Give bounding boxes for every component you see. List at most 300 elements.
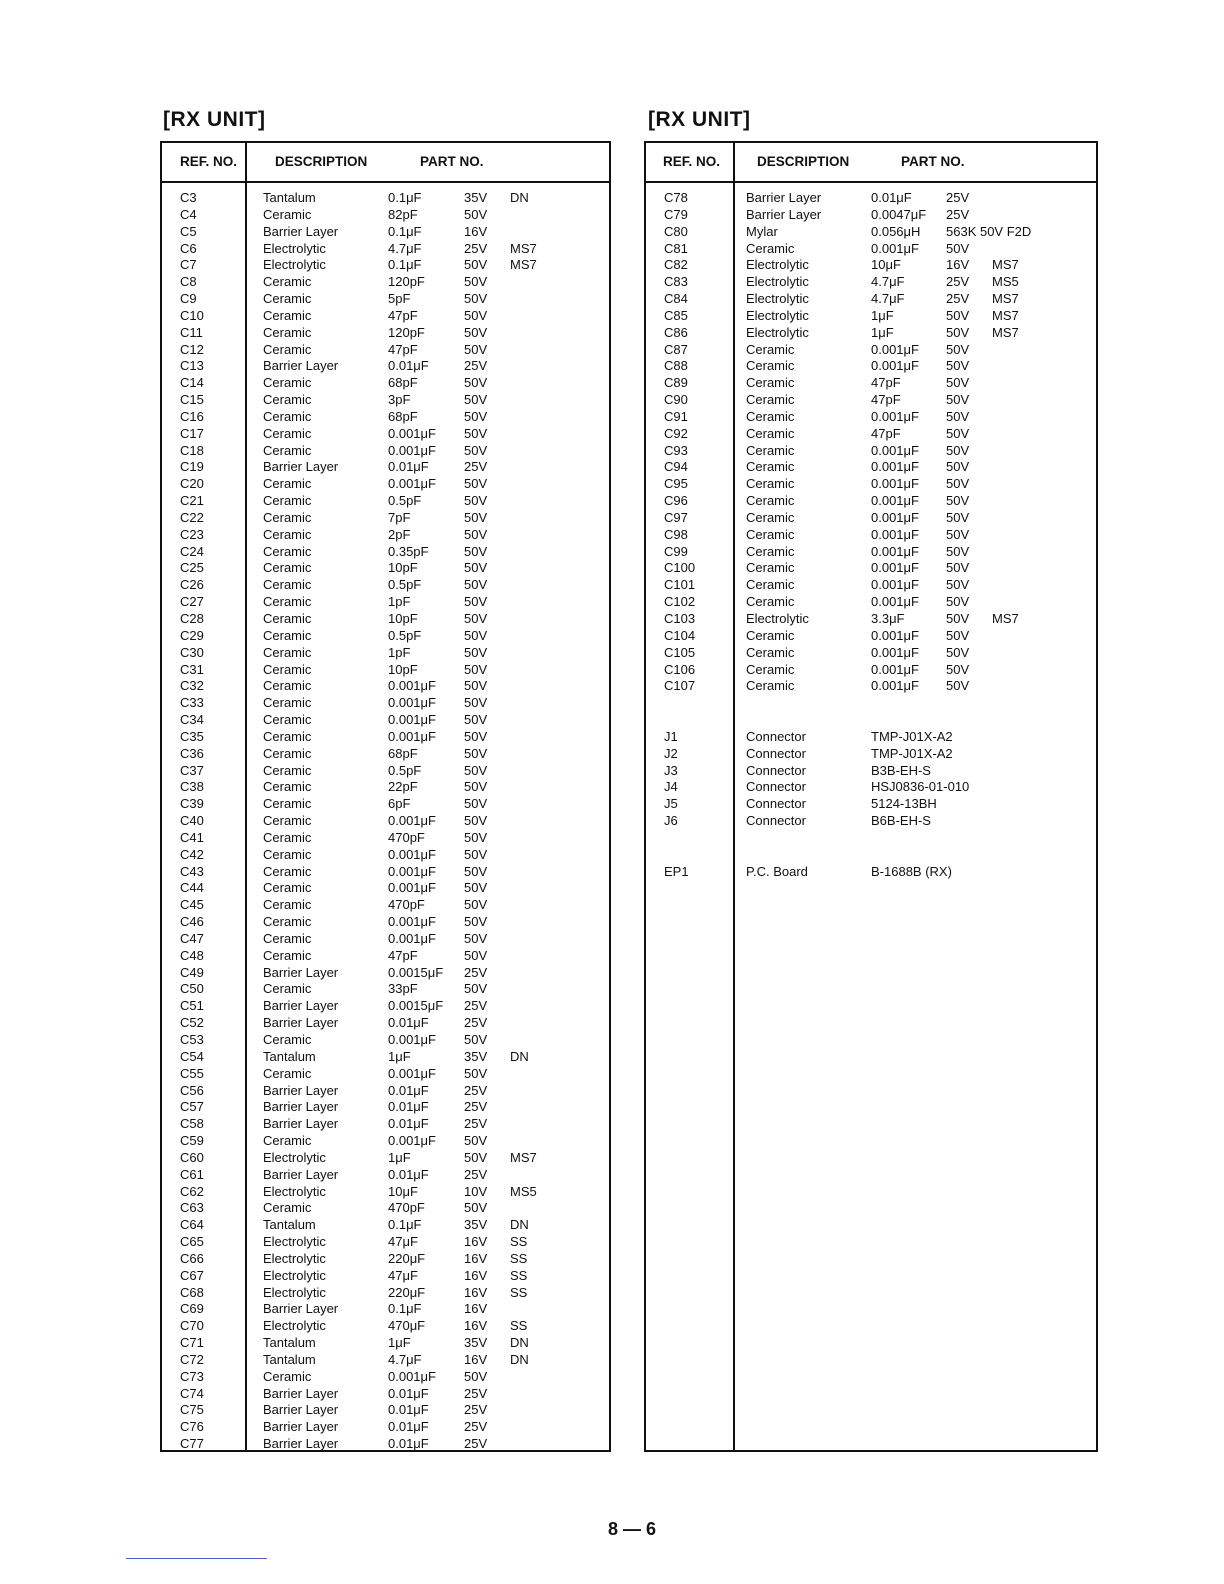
cell-ref-no: C59 [180, 1133, 204, 1149]
cell-rating: 25V [464, 1419, 488, 1435]
cell-ref-no: C90 [664, 392, 688, 408]
cell-description: Ceramic [746, 240, 795, 256]
cell-ref-no: C10 [180, 307, 204, 323]
cell-description: Connector [746, 762, 806, 778]
table-row [162, 1418, 609, 1435]
cell-value: 4.7μF [871, 274, 905, 290]
cell-description: Barrier Layer [263, 1015, 339, 1031]
cell-value: 4.7μF [871, 291, 905, 307]
table-row [162, 930, 609, 947]
cell-description: Barrier Layer [263, 1166, 339, 1182]
header-description: DESCRIPTION [275, 154, 368, 169]
left-unit-title: [RX UNIT] [163, 108, 266, 131]
cell-value: 0.001μF [388, 695, 436, 711]
cell-ref-no: C8 [180, 274, 197, 290]
cell-value: TMP-J01X-A2 [871, 745, 953, 761]
table-row [162, 1048, 609, 1065]
cell-value: 1pF [388, 594, 411, 610]
cell-value: 0.001μF [388, 914, 436, 930]
table-row [162, 442, 609, 459]
cell-value: 0.1μF [388, 223, 422, 239]
table-row [162, 610, 609, 627]
table-row [162, 256, 609, 273]
cell-rating: 50V [464, 594, 488, 610]
cell-rating: 50V [464, 1200, 488, 1216]
right-unit-title: [RX UNIT] [648, 108, 751, 131]
header-part-no: PART NO. [420, 154, 484, 169]
cell-value: 47pF [871, 425, 901, 441]
cell-description: Ceramic [263, 846, 312, 862]
cell-rating: 35V [464, 1335, 488, 1351]
cell-description: Connector [746, 745, 806, 761]
cell-rating: 50V [464, 914, 488, 930]
cell-description: Ceramic [746, 543, 795, 559]
cell-rating: 50V [464, 324, 488, 340]
cell-rating: 50V [464, 526, 488, 542]
cell-ref-no: C105 [664, 644, 696, 660]
table-row [646, 711, 1096, 728]
cell-ref-no: C7 [180, 257, 197, 273]
cell-description: Ceramic [263, 745, 312, 761]
cell-ref-no: C47 [180, 930, 204, 946]
cell-description: Ceramic [263, 476, 312, 492]
cell-description: Electrolytic [263, 1149, 326, 1165]
cell-value: 7pF [388, 509, 411, 525]
cell-ref-no: C94 [664, 459, 688, 475]
table-row [646, 778, 1096, 795]
table-row [162, 492, 609, 509]
table-row [646, 374, 1096, 391]
table-row [162, 745, 609, 762]
cell-value: 6pF [388, 796, 411, 812]
cell-note: DN [510, 1351, 529, 1367]
cell-ref-no: C81 [664, 240, 688, 256]
cell-rating: 25V [464, 1166, 488, 1182]
cell-description: Ceramic [263, 728, 312, 744]
cell-ref-no: C9 [180, 291, 197, 307]
cell-rating: 50V [946, 661, 970, 677]
table-row [162, 1368, 609, 1385]
cell-ref-no: C41 [180, 829, 204, 845]
table-row [162, 374, 609, 391]
cell-ref-no: C66 [180, 1250, 204, 1266]
cell-ref-no: C38 [180, 779, 204, 795]
cell-ref-no: C70 [180, 1318, 204, 1334]
cell-description: Ceramic [746, 577, 795, 593]
table-row [646, 846, 1096, 863]
cell-ref-no: C55 [180, 1065, 204, 1081]
table-row [162, 1284, 609, 1301]
cell-note: SS [510, 1267, 528, 1283]
cell-ref-no: C73 [180, 1368, 204, 1384]
table-row [646, 492, 1096, 509]
cell-description: Barrier Layer [746, 206, 822, 222]
cell-value: 0.35pF [388, 543, 429, 559]
cell-rating: 50V [946, 324, 970, 340]
cell-ref-no: C31 [180, 661, 204, 677]
table-row [162, 576, 609, 593]
cell-value: 5124-13BH [871, 796, 937, 812]
table-row [162, 913, 609, 930]
table-row [646, 458, 1096, 475]
cell-value: 470μF [388, 1318, 426, 1334]
table-row [646, 559, 1096, 576]
cell-value: 0.001μF [388, 863, 436, 879]
cell-ref-no: C4 [180, 206, 197, 222]
cell-rating: 50V [464, 745, 488, 761]
table-row [646, 408, 1096, 425]
cell-ref-no: C84 [664, 291, 688, 307]
cell-ref-no: C50 [180, 981, 204, 997]
cell-description: Ceramic [746, 627, 795, 643]
cell-description: Barrier Layer [746, 190, 822, 205]
cell-ref-no: C19 [180, 459, 204, 475]
cell-description: Tantalum [263, 1335, 316, 1351]
cell-value: 5pF [388, 291, 411, 307]
cell-value: 0.001μF [871, 509, 919, 525]
cell-description: Ceramic [746, 442, 795, 458]
cell-rating: 50V [464, 274, 488, 290]
cell-description: Connector [746, 813, 806, 829]
cell-description: Ceramic [746, 341, 795, 357]
cell-ref-no: C61 [180, 1166, 204, 1182]
cell-value: 10pF [388, 661, 418, 677]
cell-value: 0.001μF [871, 408, 919, 424]
table-row [162, 896, 609, 913]
cell-note: MS7 [510, 257, 537, 273]
cell-rating: 16V [464, 1250, 488, 1266]
cell-ref-no: C46 [180, 914, 204, 930]
cell-value: 120pF [388, 274, 425, 290]
cell-ref-no: C89 [664, 375, 688, 391]
table-row [162, 1199, 609, 1216]
cell-rating: 50V [464, 1368, 488, 1384]
table-row [162, 1183, 609, 1200]
table-row [646, 341, 1096, 358]
cell-value: 68pF [388, 408, 418, 424]
cell-rating: 50V [946, 509, 970, 525]
table-row [162, 307, 609, 324]
cell-ref-no: C11 [180, 324, 203, 340]
table-row [162, 644, 609, 661]
cell-value: 0.1μF [388, 257, 422, 273]
cell-rating: 50V [946, 408, 970, 424]
cell-ref-no: C75 [180, 1402, 204, 1418]
cell-description: Ceramic [263, 1133, 312, 1149]
table-row [162, 240, 609, 257]
cell-value: 4.7μF [388, 240, 422, 256]
cell-rating: 50V [946, 459, 970, 475]
cell-value: 68pF [388, 375, 418, 391]
table-row [646, 425, 1096, 442]
cell-rating: 50V [464, 779, 488, 795]
cell-description: Ceramic [263, 1368, 312, 1384]
cell-ref-no: C42 [180, 846, 204, 862]
table-row [162, 1031, 609, 1048]
cell-rating: 25V [464, 459, 488, 475]
cell-value: 0.001μF [871, 526, 919, 542]
cell-note: MS5 [510, 1183, 537, 1199]
cell-description: Electrolytic [263, 240, 326, 256]
cell-rating: 50V [464, 1032, 488, 1047]
cell-rating: 50V [946, 341, 970, 357]
cell-description: Ceramic [263, 661, 312, 677]
cell-rating: 25V [464, 1082, 488, 1098]
cell-rating: 16V [464, 1267, 488, 1283]
cell-description: Ceramic [746, 661, 795, 677]
cell-description: Barrier Layer [263, 1301, 339, 1317]
cell-description: Electrolytic [746, 257, 809, 273]
cell-rating: 10V [464, 1183, 488, 1199]
header-divider [646, 181, 1096, 183]
cell-rating: 50V [464, 829, 488, 845]
cell-ref-no: C104 [664, 627, 696, 643]
table-row [162, 1233, 609, 1250]
cell-rating: 50V [464, 375, 488, 391]
cell-ref-no: C65 [180, 1234, 204, 1250]
cell-value: 10pF [388, 560, 418, 576]
table-row [162, 711, 609, 728]
cell-ref-no: C32 [180, 678, 204, 694]
cell-rating: 50V [464, 206, 488, 222]
cell-ref-no: C21 [180, 493, 204, 509]
cell-ref-no: C69 [180, 1301, 204, 1317]
table-row [646, 307, 1096, 324]
cell-ref-no: C35 [180, 728, 204, 744]
cell-rating: 50V [464, 796, 488, 812]
cell-value: TMP-J01X-A2 [871, 728, 953, 744]
cell-value: 47pF [871, 392, 901, 408]
header-part-no: PART NO. [901, 154, 965, 169]
cell-value: 0.1μF [388, 190, 422, 205]
table-row [646, 543, 1096, 560]
table-row [162, 324, 609, 341]
cell-rating: 25V [946, 190, 970, 205]
cell-ref-no: C23 [180, 526, 204, 542]
cell-value: 0.01μF [388, 1436, 429, 1452]
cell-rating: 25V [464, 998, 488, 1014]
cell-description: Ceramic [263, 1032, 312, 1047]
cell-value: 0.1μF [388, 1301, 422, 1317]
cell-value: 0.01μF [388, 1402, 429, 1418]
cell-note: MS7 [510, 240, 537, 256]
header-ref-no: REF. NO. [663, 154, 721, 169]
cell-description: Ceramic [746, 375, 795, 391]
cell-rating: 50V [946, 526, 970, 542]
table-row [162, 341, 609, 358]
cell-value: 1μF [388, 1048, 411, 1064]
table-row [646, 290, 1096, 307]
cell-description: Ceramic [263, 863, 312, 879]
cell-rating: 35V [464, 190, 488, 205]
cell-rating: 16V [464, 1318, 488, 1334]
cell-value: 220μF [388, 1284, 426, 1300]
cell-description: Ceramic [263, 762, 312, 778]
table-row [162, 593, 609, 610]
table-row [646, 324, 1096, 341]
cell-value: 0.01μF [388, 1082, 429, 1098]
cell-description: Ceramic [746, 392, 795, 408]
cell-rating: 50V [946, 560, 970, 576]
cell-value: 0.001μF [871, 594, 919, 610]
table-row [162, 1317, 609, 1334]
cell-ref-no: J5 [664, 796, 678, 812]
cell-description: Barrier Layer [263, 1082, 339, 1098]
cell-description: Ceramic [263, 493, 312, 509]
table-row [646, 593, 1096, 610]
cell-description: Barrier Layer [263, 1116, 339, 1132]
cell-rating: 50V [946, 442, 970, 458]
cell-note: DN [510, 190, 529, 205]
cell-description: Ceramic [263, 947, 312, 963]
cell-description: Barrier Layer [263, 1419, 339, 1435]
cell-value: 120pF [388, 324, 425, 340]
cell-rating: 50V [946, 240, 970, 256]
cell-description: Ceramic [263, 712, 312, 728]
table-row [646, 223, 1096, 240]
cell-note: MS5 [992, 274, 1019, 290]
cell-ref-no: C68 [180, 1284, 204, 1300]
cell-value: 0.001μF [871, 442, 919, 458]
cell-note: MS7 [992, 291, 1019, 307]
cell-ref-no: C72 [180, 1351, 204, 1367]
cell-ref-no: C88 [664, 358, 688, 374]
cell-value: 0.5pF [388, 493, 422, 509]
cell-description: Barrier Layer [263, 223, 339, 239]
table-row [162, 458, 609, 475]
cell-ref-no: C22 [180, 509, 204, 525]
cell-note: MS7 [992, 611, 1019, 626]
table-row [162, 947, 609, 964]
cell-value: 470pF [388, 1200, 425, 1216]
cell-description: Ceramic [263, 796, 312, 812]
cell-description: Ceramic [263, 678, 312, 694]
cell-value: 0.001μF [388, 425, 436, 441]
cell-ref-no: J6 [664, 813, 678, 829]
cell-description: Barrier Layer [263, 1402, 339, 1418]
cell-description: Ceramic [263, 274, 312, 290]
table-row [646, 526, 1096, 543]
cell-ref-no: C5 [180, 223, 197, 239]
cell-value: 0.001μF [388, 880, 436, 896]
cell-description: Ceramic [263, 930, 312, 946]
table-row [646, 677, 1096, 694]
cell-description: Connector [746, 779, 806, 795]
cell-ref-no: C97 [664, 509, 688, 525]
table-row [646, 661, 1096, 678]
cell-ref-no: C16 [180, 408, 204, 424]
cell-ref-no: C95 [664, 476, 688, 492]
table-row [162, 1216, 609, 1233]
cell-rating: 50V [946, 307, 970, 323]
cell-value: 0.001μF [871, 493, 919, 509]
table-row [162, 829, 609, 846]
table-row [646, 206, 1096, 223]
cell-ref-no: C34 [180, 712, 204, 728]
table-row [162, 1435, 609, 1452]
cell-ref-no: C77 [180, 1436, 204, 1452]
cell-rating: 50V [464, 611, 488, 626]
cell-value: 0.001μF [388, 476, 436, 492]
cell-value: 0.01μF [388, 1099, 429, 1115]
cell-rating: 50V [464, 257, 488, 273]
cell-note: SS [510, 1318, 528, 1334]
cell-value: 47μF [388, 1267, 418, 1283]
cell-rating: 50V [464, 846, 488, 862]
table-row [646, 189, 1096, 206]
cell-description: Connector [746, 728, 806, 744]
cell-rating: 50V [464, 1133, 488, 1149]
cell-value: 1μF [871, 324, 894, 340]
cell-value: 0.001μF [388, 712, 436, 728]
cell-ref-no: C52 [180, 1015, 204, 1031]
cell-ref-no: C74 [180, 1385, 204, 1401]
cell-ref-no: C83 [664, 274, 688, 290]
cell-value: 22pF [388, 779, 418, 795]
cell-value: 0.001μF [388, 1368, 436, 1384]
page-number: 8 — 6 [608, 1519, 657, 1539]
cell-description: Ceramic [746, 509, 795, 525]
cell-ref-no: J1 [664, 728, 678, 744]
cell-ref-no: C30 [180, 644, 204, 660]
cell-description: Electrolytic [746, 324, 809, 340]
cell-value: 1μF [871, 307, 894, 323]
cell-rating: 50V [946, 627, 970, 643]
cell-value: 0.001μF [388, 1133, 436, 1149]
cell-rating: 25V [464, 358, 488, 374]
cell-rating: 50V [464, 291, 488, 307]
cell-ref-no: C79 [664, 206, 688, 222]
cell-ref-no: C107 [664, 678, 696, 694]
table-row [162, 1351, 609, 1368]
cell-value: 47μF [388, 1234, 418, 1250]
cell-value: 0.01μF [388, 358, 429, 374]
cell-description: Ceramic [746, 459, 795, 475]
cell-description: Ceramic [746, 644, 795, 660]
table-row [646, 694, 1096, 711]
cell-value: 1pF [388, 644, 411, 660]
cell-ref-no: C13 [180, 358, 204, 374]
cell-rating: 50V [464, 678, 488, 694]
cell-value: 33pF [388, 981, 418, 997]
cell-value: B6B-EH-S [871, 813, 931, 829]
cell-rating: 50V [464, 341, 488, 357]
cell-rating: 50V [464, 644, 488, 660]
cell-description: Ceramic [263, 594, 312, 610]
cell-description: Connector [746, 796, 806, 812]
left-parts-table [160, 141, 611, 1452]
table-row [162, 1334, 609, 1351]
cell-ref-no: C33 [180, 695, 204, 711]
right-parts-table [644, 141, 1098, 1452]
cell-rating: 25V [464, 964, 488, 980]
cell-ref-no: C15 [180, 392, 204, 408]
cell-value: 0.001μF [871, 678, 919, 694]
cell-value: 47pF [871, 375, 901, 391]
cell-rating: 50V [464, 442, 488, 458]
cell-value: 0.001μF [871, 543, 919, 559]
cell-description: Ceramic [263, 375, 312, 391]
cell-ref-no: C60 [180, 1149, 204, 1165]
cell-ref-no: C24 [180, 543, 204, 559]
cell-ref-no: C78 [664, 190, 688, 205]
cell-description: Ceramic [746, 425, 795, 441]
cell-description: Ceramic [263, 509, 312, 525]
cell-value: 0.001μF [388, 1065, 436, 1081]
table-row [162, 677, 609, 694]
cell-description: Ceramic [263, 813, 312, 829]
cell-description: Ceramic [263, 543, 312, 559]
